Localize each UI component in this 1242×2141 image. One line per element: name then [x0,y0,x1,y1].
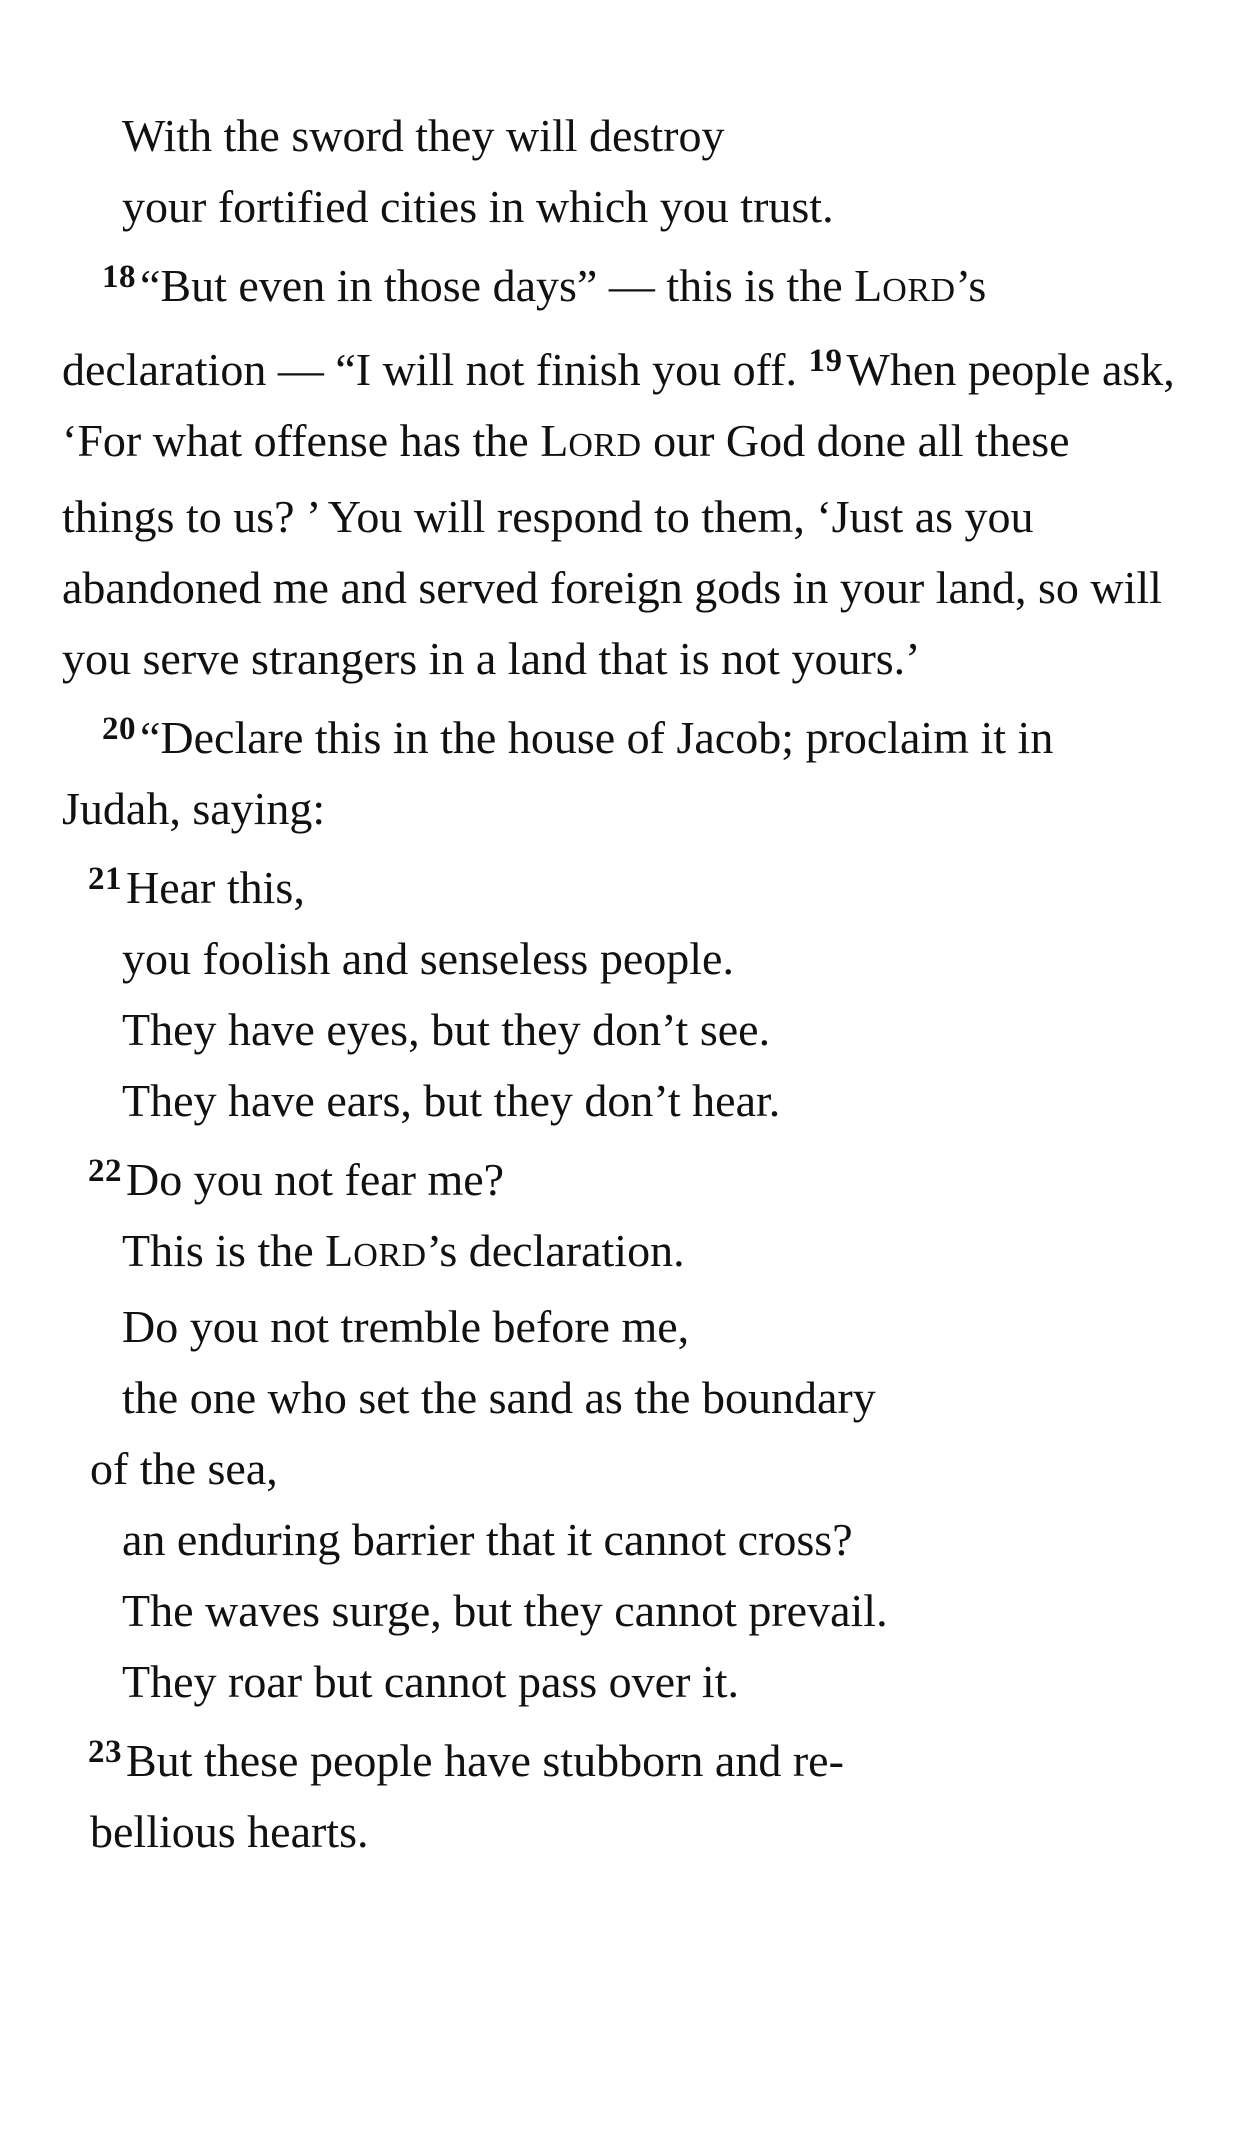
poetry-line-continuation: of the sea, [90,1443,278,1494]
poetry-line: you foolish and senseless people. [122,933,734,984]
verse-number-19: 19 [808,343,843,379]
verse-18-text-part1: “But even in those days” — this is the [140,260,855,311]
verse-number-18: 18 [102,259,136,295]
poetry-line-text: But these people have stubborn and re- [126,1735,844,1786]
poetry-line: They roar but cannot pass over it. [122,1656,739,1707]
poetry-block-verse-21 [62,844,1180,1136]
poetry-line: Do you not tremble before me, [122,1301,690,1352]
verse-number-21: 21 [88,861,122,897]
verse-20-text: “Declare this in the house of Jacob; proclaim it in Judah, saying: [62,712,1054,834]
verse-number-22: 22 [88,1153,122,1189]
poetry-line-verse-23-start [62,1717,1180,1796]
poetry-line: They have ears, but they don’t hear. [122,1075,781,1126]
poetry-line: With the sword they will destroy [122,110,725,161]
poetry-line: They have eyes, but they don’t see. [122,1004,771,1055]
verse-19-text-part1: When people ask, ‘For what offense has the [62,344,1175,466]
poetry-block-verse-23 [62,1717,1180,1867]
poetry-line-lord-declaration [62,1215,1180,1291]
poetry-line-continuation: bellious hearts. [90,1806,369,1857]
paragraph-verse-20 [62,694,1180,844]
poetry-line: the one who set the sand as the boundary [122,1372,876,1423]
paragraph-verse-18-19 [62,242,1180,694]
poetry-line-text: Do you not fear me? [126,1154,505,1205]
poetry-block-verse17-continued [62,100,1180,242]
poetry-line: your fortified cities in which you trust. [122,181,834,232]
poetry-line-text-pre: This is the [122,1225,326,1276]
divine-name-lord: LORD [540,415,642,466]
divine-name-lord: LORD [325,1225,427,1276]
poetry-line: The waves surge, but they cannot prevail. [122,1585,888,1636]
divine-name-lord: LORD [854,260,956,311]
poetry-line-text: Hear this, [126,862,305,913]
verse-number-23: 23 [88,1734,122,1770]
poetry-block-verse-22 [62,1136,1180,1717]
verse-number-20: 20 [102,711,136,747]
scripture-text-column [62,100,1180,1867]
poetry-line-verse-21-start [62,844,1180,923]
poetry-line: an enduring barrier that it cannot cross? [122,1514,853,1565]
poetry-line-text-post: ’s declaration. [426,1225,685,1276]
poetry-line-verse-22-start [62,1136,1180,1215]
verse-19-text-part2: our God done all these things to us? ’ You will respond to them, ‘Just as you abandoned me and served foreign gods in your land, so will you serve strangers in a land that is not yours.’ [62,415,1162,684]
verse-18-text-part2: ’s declaration — “I will not finish you off. [62,260,987,395]
